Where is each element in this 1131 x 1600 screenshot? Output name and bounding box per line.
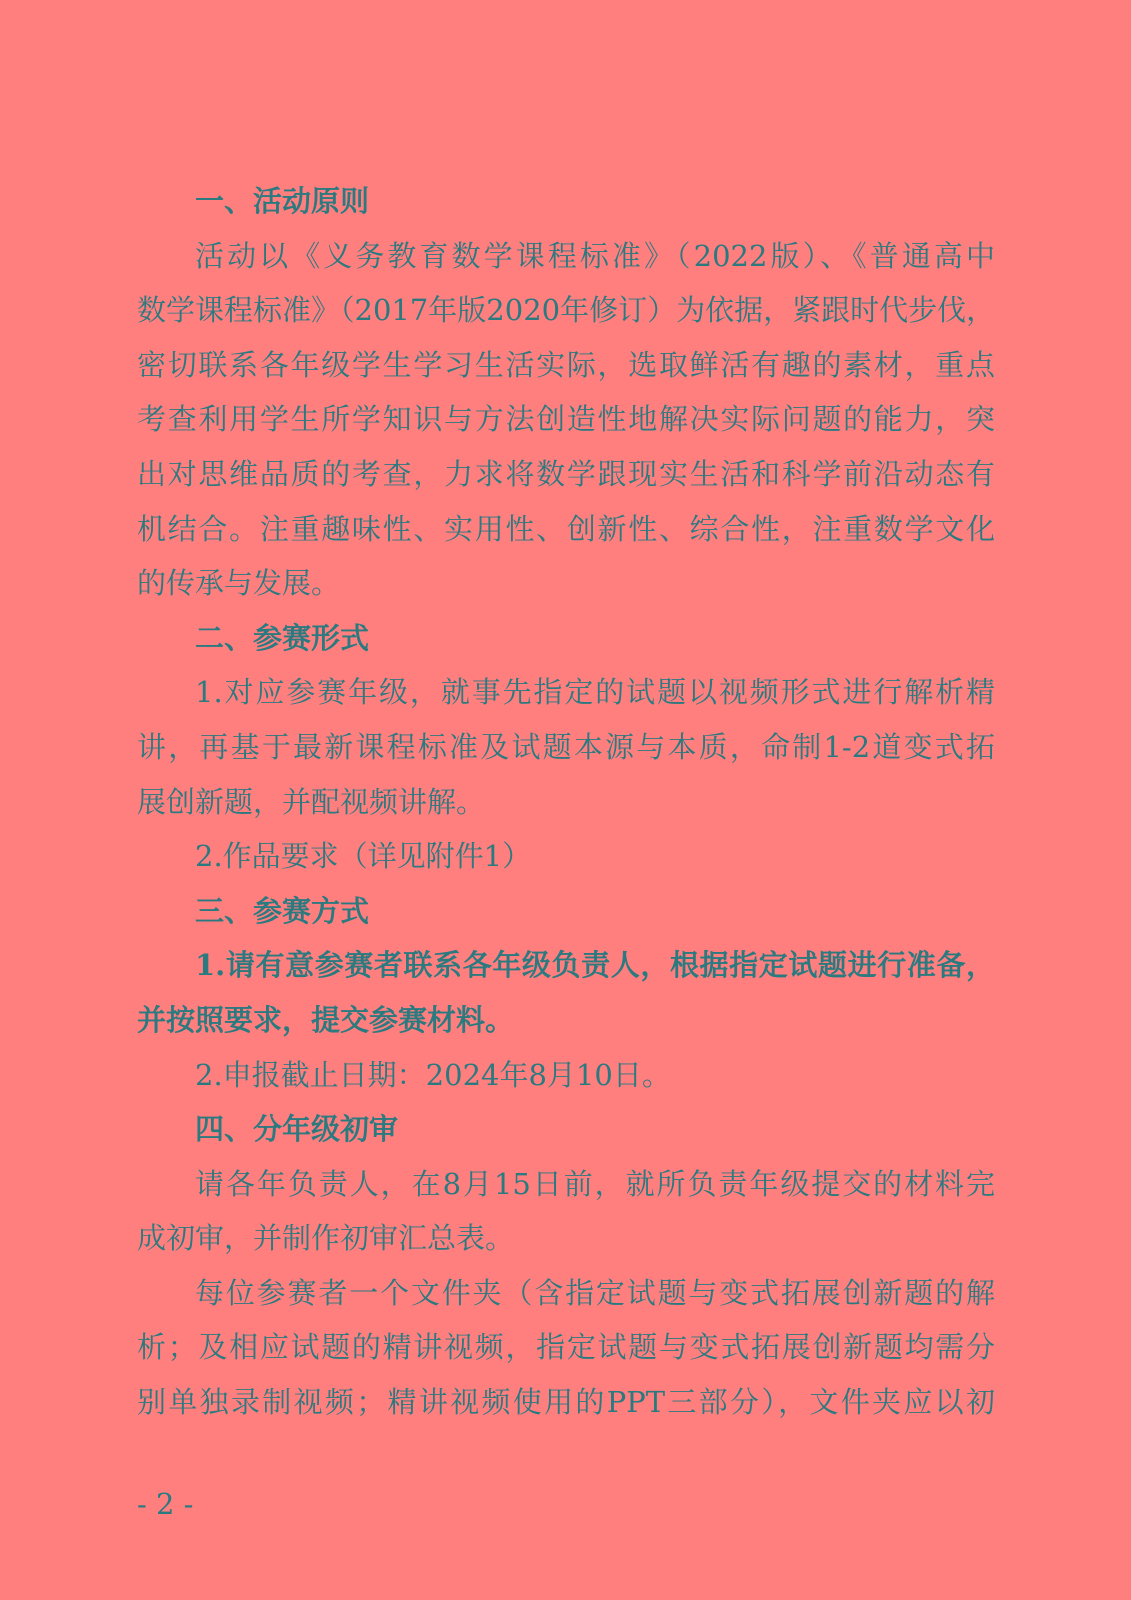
paragraph-line: 成初审，并制作初审汇总表。 (137, 1221, 515, 1256)
emphasis-line: 1.请有意参赛者联系各年级负责人，根据指定试题进行准备， (195, 948, 995, 983)
paragraph-line: 析；及相应试题的精讲视频，指定试题与变式拓展创新题均需分 (137, 1330, 995, 1365)
paragraph-line: 请各年负责人，在8月15日前，就所负责年级提交的材料完 (195, 1166, 995, 1201)
paragraph-line: 每位参赛者一个文件夹（含指定试题与变式拓展创新题的解 (195, 1275, 995, 1310)
paragraph-line: 讲，再基于最新课程标准及试题本源与本质，命制1-2道变式拓 (137, 729, 995, 764)
paragraph-line: 出对思维品质的考查，力求将数学跟现实生活和科学前沿动态有 (137, 456, 995, 491)
paragraph-line: 别单独录制视频；精讲视频使用的PPT三部分），文件夹应以初 (137, 1385, 995, 1420)
paragraph-line: 2.作品要求（详见附件1） (195, 839, 532, 874)
paragraph-line: 2.申报截止日期：2024年8月10日。 (195, 1057, 671, 1092)
page-number: - 2 - (137, 1487, 194, 1521)
section-heading-3: 三、参赛方式 (195, 893, 370, 928)
section-heading-2: 二、参赛形式 (195, 620, 370, 655)
paragraph-line: 活动以《义务教育数学课程标准》（2022版）、《普通高中 (195, 238, 995, 273)
paragraph-line: 考查利用学生所学知识与方法创造性地解决实际问题的能力，突 (137, 402, 995, 437)
document-body (137, 174, 995, 1430)
section-heading-1: 一、活动原则 (195, 184, 370, 218)
paragraph-line: 的传承与发展。 (137, 566, 341, 601)
paragraph-line: 机结合。注重趣味性、实用性、创新性、综合性，注重数学文化 (137, 511, 995, 546)
paragraph-line: 展创新题，并配视频讲解。 (137, 784, 486, 819)
emphasis-line: 并按照要求，提交参赛材料。 (137, 1002, 515, 1037)
paragraph-line: 数学课程标准》（2017年版2020年修订）为依据，紧跟时代步伐， (137, 293, 995, 328)
section-heading-4: 四、分年级初审 (195, 1112, 399, 1147)
paragraph-line: 1.对应参赛年级，就事先指定的试题以视频形式进行解析精 (195, 675, 995, 710)
paragraph-line: 密切联系各年级学生学习生活实际，选取鲜活有趣的素材，重点 (137, 347, 995, 382)
